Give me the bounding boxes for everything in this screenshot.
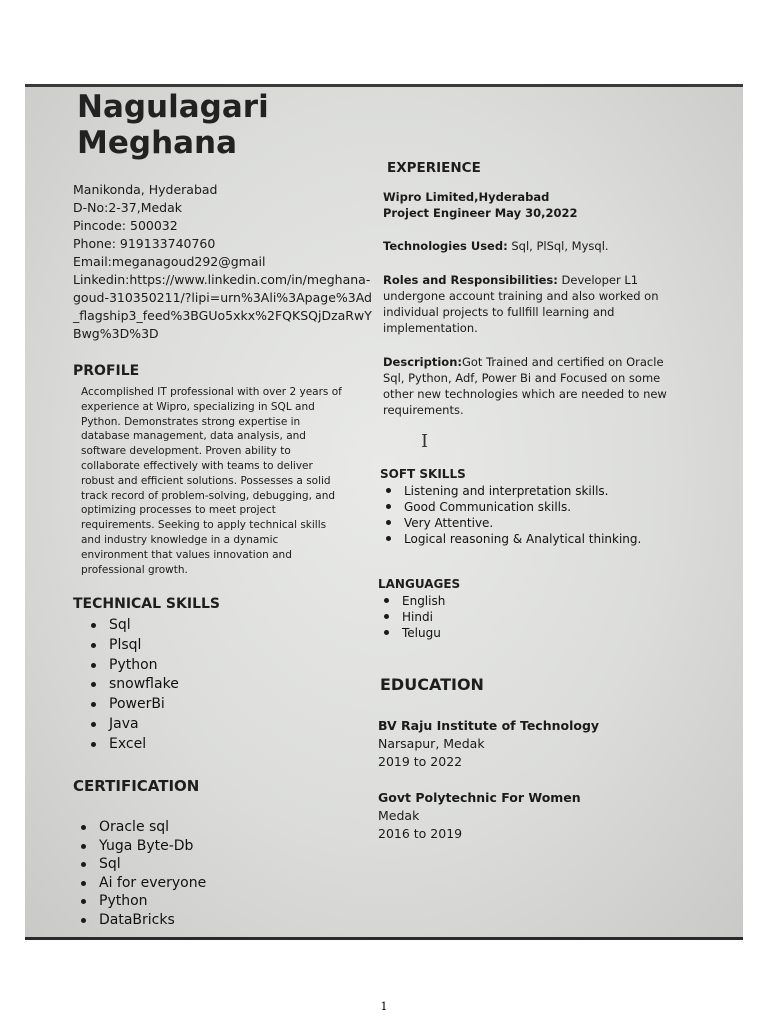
page-number: 1 xyxy=(380,1000,388,1013)
technologies-label: Technologies Used: xyxy=(383,239,508,253)
list-item: snowflake xyxy=(85,675,179,695)
education-entry xyxy=(378,717,599,771)
list-item: Sql xyxy=(85,616,179,636)
experience-description xyxy=(383,354,683,418)
list-item: Java xyxy=(85,715,179,735)
experience-heading: EXPERIENCE xyxy=(387,160,481,176)
contact-email: Email:meganagoud292@gmail xyxy=(73,254,266,269)
list-item: Excel xyxy=(85,735,179,755)
experience-role: Project Engineer May 30,2022 xyxy=(383,206,578,220)
education-years: 2019 to 2022 xyxy=(378,754,463,769)
list-item: Hindi xyxy=(378,609,445,625)
education-location: Medak xyxy=(378,808,420,823)
list-item: DataBricks xyxy=(75,911,206,930)
experience-company: Wipro Limited,Hyderabad xyxy=(383,190,550,204)
profile-text: Accomplished IT professional with over 2 years of experience at Wipro, specializing in SQL and Python. Demonstrates strong expertise in database management, data analysis, and software development. Proven ability to collaborate effectively with teams to deliver robust and efficient solutions. Possesses a solid track record of problem-solving, debugging, and optimizing processes to meet project requirements. Seeking to apply technical skills and industry knowledge in a dynamic environment that values innovation and professional growth. xyxy=(81,386,342,576)
certification-list xyxy=(75,818,206,929)
certification-heading: CERTIFICATION xyxy=(73,777,200,795)
candidate-name xyxy=(77,89,269,161)
list-item: Oracle sql xyxy=(75,818,206,837)
name-line-1: Nagulagari xyxy=(77,89,269,125)
education-institution: Govt Polytechnic For Women xyxy=(378,790,581,805)
education-location: Narsapur, Medak xyxy=(378,736,485,751)
contact-pincode: Pincode: 500032 xyxy=(73,218,178,233)
roles-label: Roles and Responsibilities: xyxy=(383,273,558,287)
text-cursor-icon: I xyxy=(421,431,429,452)
experience-roles xyxy=(383,272,683,336)
experience-technologies xyxy=(383,238,683,254)
contact-phone: Phone: 919133740760 xyxy=(73,236,216,251)
list-item: Logical reasoning & Analytical thinking. xyxy=(380,531,641,547)
description-value: Got Trained and certified on Oracle Sql, Python, Adf, Power Bi and Focused on some other new technologies which are needed to new requirements. xyxy=(383,355,667,417)
name-line-2: Meghana xyxy=(77,125,238,161)
list-item: Very Attentive. xyxy=(380,515,641,531)
languages-heading: LANGUAGES xyxy=(378,577,461,591)
languages-list xyxy=(378,593,445,641)
technologies-value: Sql, PlSql, Mysql. xyxy=(507,239,609,253)
roles-value: Developer L1 undergone account training and also worked on individual projects to fullfill learning and implementation. xyxy=(383,273,659,335)
technical-skills-heading: TECHNICAL SKILLS xyxy=(73,596,220,612)
list-item: Plsql xyxy=(85,636,179,656)
list-item: Telugu xyxy=(378,625,445,641)
soft-skills-list xyxy=(380,483,641,547)
education-institution: BV Raju Institute of Technology xyxy=(378,718,600,733)
profile-heading: PROFILE xyxy=(73,363,140,379)
list-item: English xyxy=(378,593,445,609)
list-item: Yuga Byte-Db xyxy=(75,837,206,856)
contact-address: Manikonda, Hyderabad xyxy=(73,182,218,197)
list-item: Python xyxy=(85,656,179,676)
education-years: 2016 to 2019 xyxy=(378,826,463,841)
contact-linkedin: Linkedin:https://www.linkedin.com/in/meghana-goud-310350211/?lipi=urn%3Ali%3Apage%3Ad_flagship3_feed%3BGUo5xkx%2FQKSQjDzaRwYBwg%3D%3D xyxy=(73,272,372,341)
list-item: Sql xyxy=(75,855,206,874)
list-item: Listening and interpretation skills. xyxy=(380,483,641,499)
education-entry xyxy=(378,789,581,843)
contact-block xyxy=(73,181,373,343)
list-item: Ai for everyone xyxy=(75,874,206,893)
experience-header xyxy=(383,189,683,221)
contact-door: D-No:2-37,Medak xyxy=(73,200,182,215)
list-item: Python xyxy=(75,892,206,911)
description-label: Description: xyxy=(383,355,462,369)
list-item: Good Communication skills. xyxy=(380,499,641,515)
soft-skills-heading: SOFT SKILLS xyxy=(380,467,466,481)
education-heading: EDUCATION xyxy=(380,675,484,694)
list-item: PowerBi xyxy=(85,695,179,715)
resume-photo xyxy=(25,84,743,940)
technical-skills-list xyxy=(85,616,179,755)
